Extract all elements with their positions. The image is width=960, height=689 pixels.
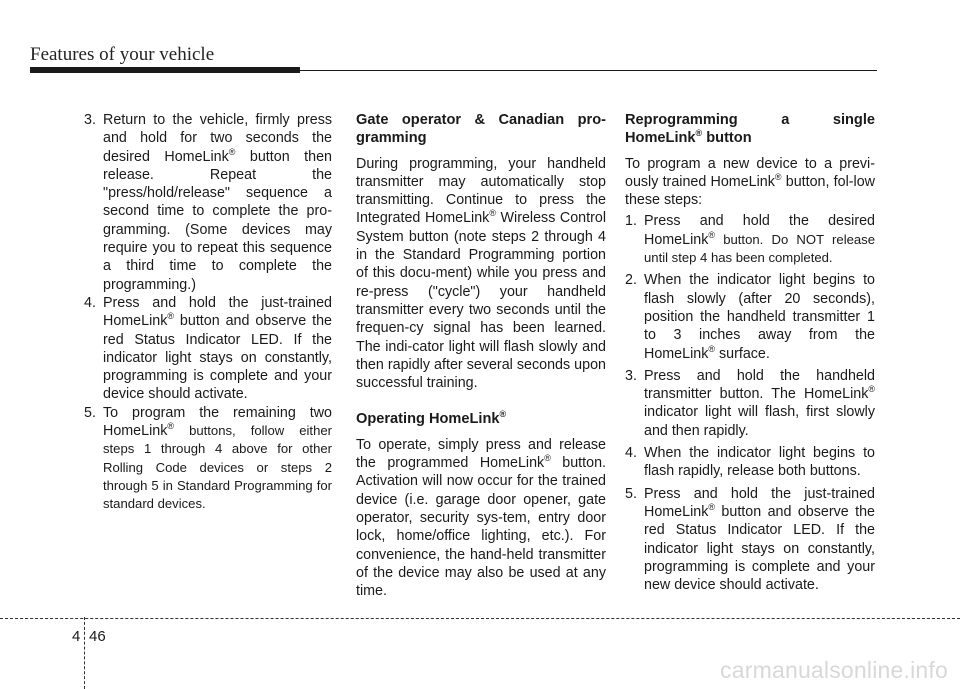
list-number: 5. <box>625 485 637 502</box>
column-3 <box>625 111 875 594</box>
list-item <box>625 444 875 481</box>
registered-mark: ® <box>499 409 507 420</box>
registered-mark: ® <box>167 421 175 432</box>
registered-mark: ® <box>695 128 703 139</box>
list-text: When the indicator light begins to flash slowly (after 20 seconds), position the handheld transmitter 1 to 3 inches away from the HomeLink <box>644 272 875 362</box>
list-number: 2. <box>625 272 637 289</box>
list-text: button. Do NOT release until step 4 has been completed. <box>644 231 875 266</box>
registered-mark: ® <box>489 208 496 219</box>
header-rule <box>300 70 877 71</box>
footer-rule <box>0 618 960 619</box>
paragraph-text: To operate, simply press and release the programmed HomeLink <box>356 436 606 472</box>
list-text: When the indicator light begins to flash rapidly, release both buttons. <box>644 445 875 480</box>
registered-mark: ® <box>708 343 716 354</box>
section-heading <box>356 410 606 428</box>
header-title: Features of your vehicle <box>30 44 215 65</box>
registered-mark: ® <box>868 384 875 395</box>
header-bar <box>30 67 300 73</box>
heading-text: button <box>702 130 752 147</box>
list-number: 3. <box>84 112 96 128</box>
list-text: button and observe the red Status Indicator LED. If the indicator light stays on constantly, programming is complete and your device should activate. <box>103 313 332 403</box>
registered-mark: ® <box>167 311 175 322</box>
paragraph <box>356 436 606 601</box>
list-text: Press and hold the just-trained HomeLink <box>644 485 875 520</box>
list-item <box>625 212 875 267</box>
list-item <box>625 485 875 595</box>
column-2 <box>356 111 606 600</box>
paragraph <box>356 155 606 393</box>
list-item <box>625 367 875 440</box>
list-item <box>625 271 875 362</box>
list-number: 3. <box>625 367 637 384</box>
list-item <box>84 294 332 404</box>
paragraph-text: Wireless Control System button (note steps 2 through 4 in the Standard Programming portion of this docu-ment) while you press and re-press ("cycle") your handheld transmitter every two seconds until the frequen-cy signal has been learned. The indi-cator light will flash slowly and then rapidly after several seconds upon successful training. <box>356 210 606 392</box>
column-1 <box>84 111 332 514</box>
paragraph <box>625 155 875 210</box>
section-heading: Gate operator & Canadian pro-gramming <box>356 112 606 147</box>
registered-mark: ® <box>774 171 782 182</box>
registered-mark: ® <box>544 453 551 464</box>
list-number: 4. <box>84 294 96 311</box>
paragraph-text: button, fol-low these steps: <box>625 173 875 209</box>
list-text: Press and hold the just-trained HomeLink <box>103 294 332 330</box>
list-text: surface. <box>715 345 770 362</box>
footer-divider <box>84 617 85 689</box>
paragraph-text: During programming, your handheld transmitter may automatically stop transmitting. Continue to press the Integrated HomeLink <box>356 155 606 227</box>
list-number: 4. <box>625 445 637 462</box>
watermark: carmanualsonline.info <box>720 657 948 683</box>
list-text: button and observe the red Status Indicator LED. If the indicator light stays on constantly, programming is complete and your new device should activate. <box>644 503 875 594</box>
list-number: 5. <box>84 404 96 421</box>
list-number: 1. <box>625 213 637 230</box>
list-text: indicator light will flash, first slowly and then rapidly. <box>644 404 875 439</box>
list-text: Press and hold the desired HomeLink <box>644 213 875 248</box>
chapter-number: 4 <box>72 628 81 645</box>
list-text: Press and hold the handheld transmitter button. The HomeLink <box>644 367 875 403</box>
paragraph-text: button. Activation will now occur for the trained device (i.e. garage door opener, gate operator, security sys-tem, entry door lock, home/office lighting, etc.). For convenience, the hand-held transmitter of the device may also be used at any time. <box>356 455 606 600</box>
list-text: buttons, follow either steps 1 through 4 above for other Rolling Code devices or steps 2 through 5 in Standard Programming for standard devices. <box>103 423 332 512</box>
heading-text: Operating HomeLink <box>356 411 500 428</box>
registered-mark: ® <box>708 501 716 512</box>
list-text: Return to the vehicle, firmly press and hold for two seconds the desired HomeLink <box>103 112 332 165</box>
list-item <box>84 404 332 514</box>
list-item <box>84 111 332 294</box>
section-heading <box>625 111 875 148</box>
list-text: button then release. Repeat the "press/hold/release" sequence a second time to complete the pro-gramming. (Some devices may require you to repeat this sequence a third time to complete the programming.) <box>103 148 332 293</box>
registered-mark: ® <box>228 146 236 157</box>
heading-text: Reprogramming a single HomeLink <box>625 112 875 147</box>
list-text: To program the remaining two HomeLink <box>103 404 332 440</box>
page-number: 46 <box>89 628 106 645</box>
registered-mark: ® <box>708 229 716 240</box>
paragraph-text: To program a new device to a previ-ously trained HomeLink <box>625 155 875 190</box>
